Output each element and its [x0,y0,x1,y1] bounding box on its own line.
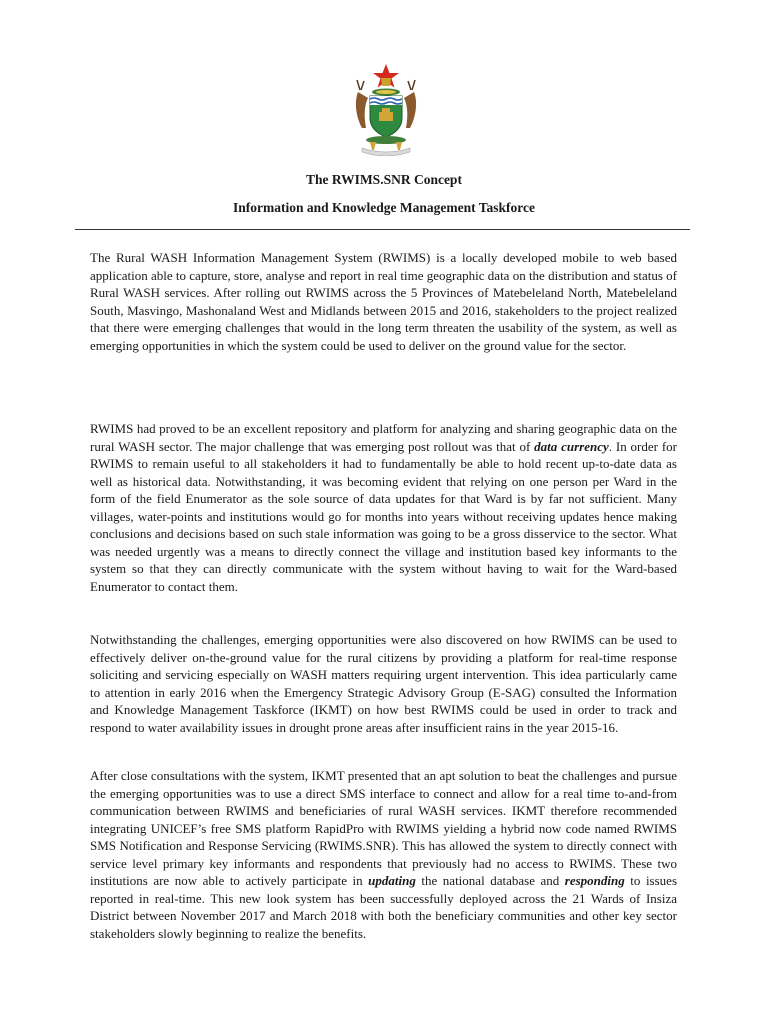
emphasis-data-currency: data currency [534,438,609,454]
emphasis-responding: responding [564,873,625,888]
paragraph-text: The Rural WASH Information Management System (RWIMS) is a locally developed mobile to web based application able to capture, store, analyse and report in real time geographic data on the distribution and status of Rural WASH services. After rolling out RWIMS across the 5 Provinces of Matebeleland North, Matebeleland South, Masvingo, Mashonaland West and Midlands between 2015 and 2016, stakeholders to the project realized that there were emerging challenges that would in the long term threaten the usability of the system, as well as emerging opportunities in which the system could be used to deliver on the ground value for the sector. [90,250,677,353]
paragraph-1 [90,249,677,354]
paragraph-text: Notwithstanding the challenges, emerging opportunities were also discovered on how RWIMS can be used to effectively deliver on-the-ground value for the rural citizens by providing a platform for real-time response soliciting and servicing especially on WASH matters requiring urgent intervention. This idea particularly came to attention in early 2016 when the Emergency Strategic Advisory Group (E-SAG) consulted the Information and Knowledge Management Taskforce (IKMT) on how best RWIMS could be used in order to track and respond to water availability issues in drought prone areas after insufficient rains in the year 2015-16. [90,632,677,735]
document-title: The RWIMS.SNR Concept [306,172,462,187]
coat-of-arms-icon [352,62,420,156]
paragraph-text: . In order for RWIMS to remain useful to all stakeholders it had to fundamentally be able to hold recent up-to-date data as well as historical data. Notwithstanding, it was becoming evident that relying on one person per Ward in the form of the field Enumerator as the sole source of data updates for that Ward is by far not sufficient. Many villages, water-points and institutions would go for months into years without receiving updates hence making conclusions and decisions based on such stale information was going to be a gross disservice to the sector. What was needed urgently was a means to directly connect the village and institution based key informants to the system so that they can directly communicate with the system without having to wait for the Ward-based Enumerator to contact them. [90,438,677,594]
paragraph-text: After close consultations with the system, IKMT presented that an apt solution to beat the challenges and pursue the emerging opportunities was to use a direct SMS interface to connect and allow for a real time to-and-from communication between RWIMS and beneficiaries of rural WASH services. IKMT therefore recommended integrating UNICEF’s free SMS platform RapidPro with RWIMS yielding a hybrid now code named RWIMS SMS Notification and Response Servicing (RWIMS.SNR). This has allowed the system to directly connect with service level primary key informants and respondents that previously had no access to RWIMS. These two institutions are now able to actively participate in [90,768,677,888]
paragraph-text: the national database and [415,873,565,888]
paragraph-3 [90,631,677,736]
paragraph-4 [90,767,677,942]
paragraph-text: RWIMS had proved to be an excellent repository and platform for analyzing and sharing geographic data on the rural WASH sector. The major challenge that was emerging post rollout was that of [90,421,677,454]
title-divider [75,229,690,230]
paragraph-text: to issues reported in real-time. This new look system has been successfully deployed across the 21 Wards of Insiza District between November 2017 and March 2018 with both the beneficiary communities and other key sector stakeholders slowly beginning to realize the benefits. [90,873,677,941]
emphasis-updating: updating [368,873,416,888]
paragraph-2 [90,420,677,595]
document-subtitle: Information and Knowledge Management Taskforce [232,200,535,215]
